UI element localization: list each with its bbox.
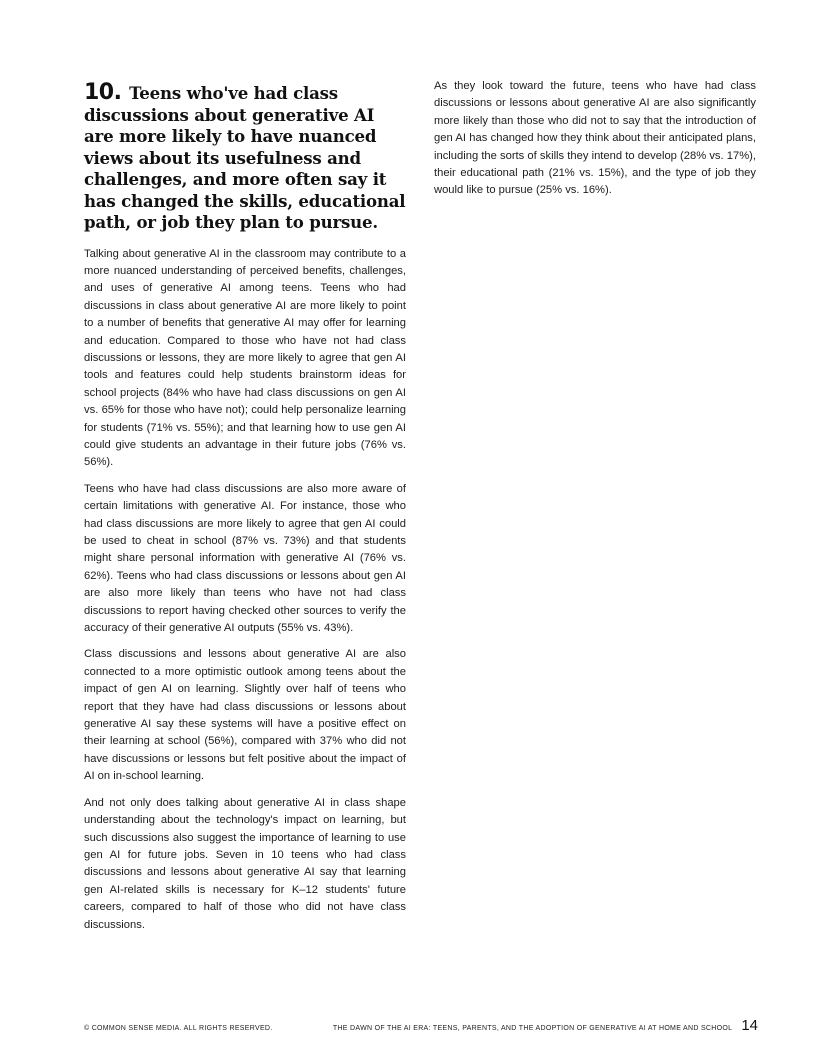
section-title: Teens who've had class discussions about generative AI are more likely to have nuanced views about its usefulness and challenges, and more often say it has changed the skills, educational path, or job they plan to pursue. [84, 83, 406, 232]
page-number: 14 [741, 1017, 758, 1034]
body-paragraph: Teens who have had class discussions are also more aware of certain limitations with generative AI. For instance, those who had class discussions are more likely to agree that gen AI could be used to cheat in school (87% vs. 73%) and that students might share personal information with generative AI (76% vs. 62%). Teens who had class discussions or lessons about gen AI are also more likely than teens who have not had class discussions to report having checked other sources to verify the accuracy of their generative AI outputs (55% vs. 43%). [84, 482, 406, 635]
right-column [434, 78, 756, 209]
footer-document-title: THE DAWN OF THE AI ERA: TEENS, PARENTS, AND THE ADOPTION OF GENERATIVE AI AT HOME AND SCHOOL [332, 1025, 733, 1032]
body-paragraph: As they look toward the future, teens who have had class discussions or lessons about generative AI are also significantly more likely than those who did not to say that the introduction of gen AI has changed how they think about their anticipated plans, including the sorts of skills they intend to develop (28% vs. 17%), their educational path (21% vs. 15%), and the type of job they would like to pursue (25% vs. 16%). [434, 80, 756, 197]
section-number: 10. [84, 80, 122, 105]
footer-right [333, 1017, 758, 1034]
body-paragraph: Class discussions and lessons about generative AI are also connected to a more optimistic outlook among teens about the impact of gen AI on learning. Slightly over half of teens who report that they have had class discussions or lessons about generative AI say these systems will have a positive effect on their learning at school (56%), compared with 37% who did not have discussions or lessons but felt positive about the impact of AI on in-school learning. [84, 648, 406, 783]
body-paragraph: Talking about generative AI in the classroom may contribute to a more nuanced understanding of perceived benefits, challenges, and uses of generative AI among teens. Teens who had discussions in class about generative AI are more likely to point to a number of benefits that generative AI may offer for learning and education. Compared to those who have not had class discussions or lessons, they are more likely to agree that gen AI tools and features could help students brainstorm ideas for school projects (84% who have had class discussions on gen AI vs. 65% for those who have not); could help personalize learning for students (71% vs. 55%); and that learning how to use gen AI could give students an advantage in their future jobs (76% vs. 56%). [84, 247, 406, 469]
footer-copyright: © COMMON SENSE MEDIA. ALL RIGHTS RESERVED. [84, 1025, 273, 1032]
left-column [84, 82, 406, 943]
section-heading [84, 82, 406, 234]
body-paragraph: And not only does talking about generative AI in class shape understanding about the technology's impact on learning, but such discussions also suggest the importance of learning to use gen AI for future jobs. Seven in 10 teens who had class discussions and lessons about generative AI say that learning gen AI-related skills is necessary for K–12 students' future careers, compared to half of those who did not have class discussions. [84, 796, 406, 931]
